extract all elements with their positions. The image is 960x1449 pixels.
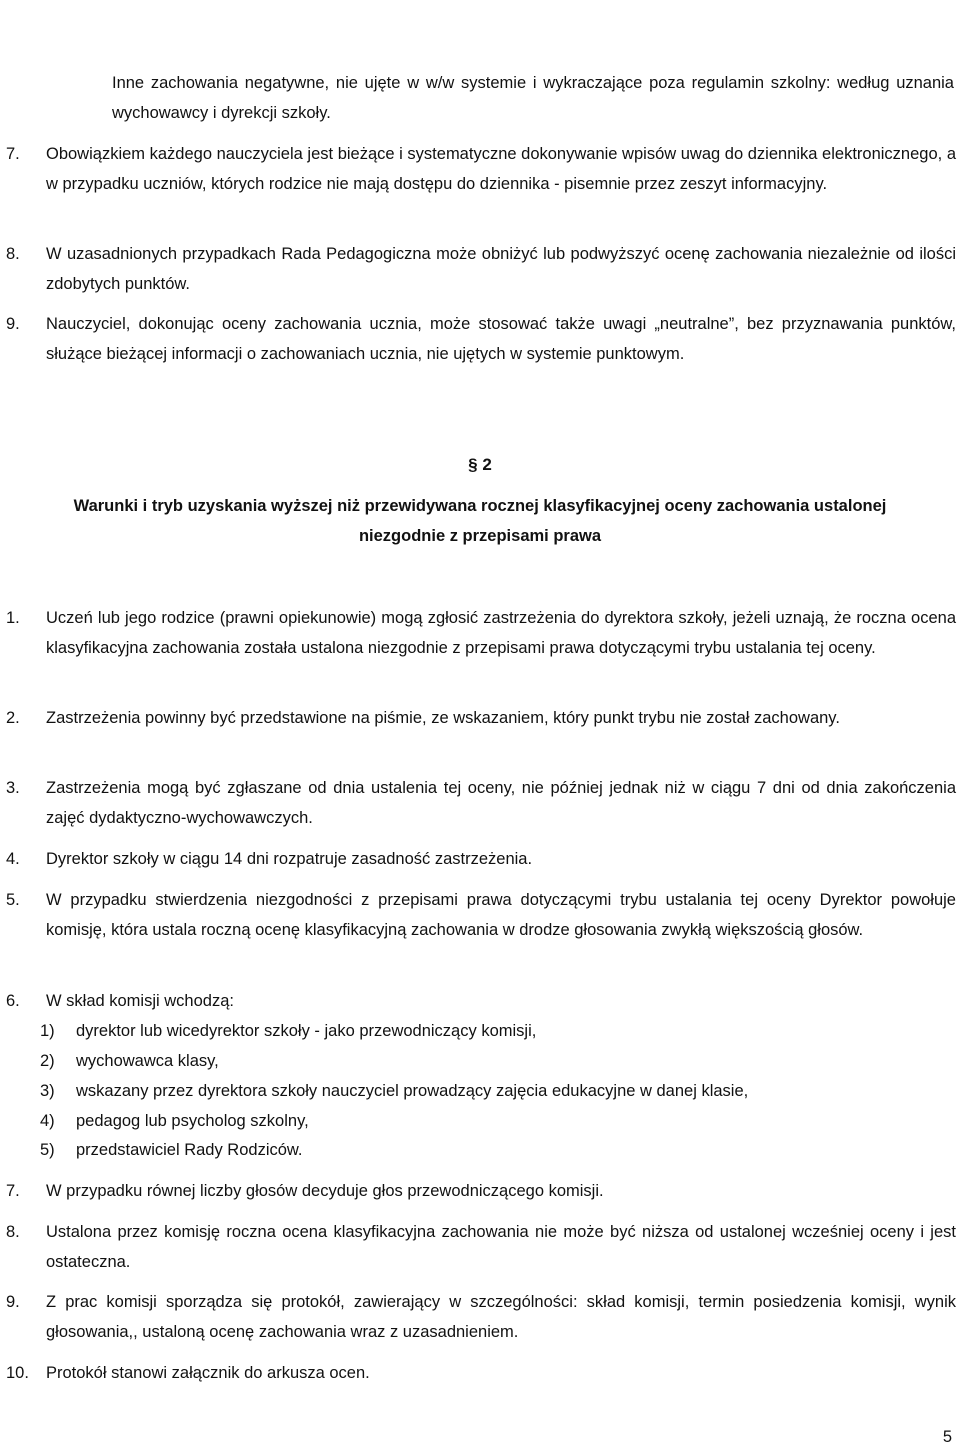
section-title-line1: Warunki i tryb uzyskania wyższej niż przewidywana rocznej klasyfikacyjnej oceny zachowania ustalonej [73, 497, 887, 515]
list-item [46, 68, 954, 128]
list-marker: 9. [6, 315, 20, 333]
list-text: Nauczyciel, dokonując oceny zachowania ucznia, może stosować także uwagi „neutralne”, bez przyznawania punktów, służące bieżącej informacji o zachowaniach ucznia, nie ujętych w systemie punktowym. [46, 315, 956, 363]
sub-list-item [40, 1076, 956, 1106]
page-number: 5 [942, 1428, 952, 1446]
list-text: Z prac komisji sporządza się protokół, zawierający w szczególności: skład komisji, termin posiedzenia komisji, wynik głosowania,, ustaloną ocenę zachowania wraz z uzasadnieniem. [46, 1293, 956, 1341]
list-text: Zastrzeżenia mogą być zgłaszane od dnia ustalenia tej oceny, nie później jednak niż w ciągu 7 dni od dnia zakończenia zajęć dydaktyczno-wychowawczych. [46, 779, 956, 827]
list-text: Protokół stanowi załącznik do arkusza ocen. [46, 1364, 370, 1382]
list-marker: 2. [6, 709, 20, 727]
sub-list-marker: 5) [40, 1141, 55, 1159]
list-item [6, 773, 956, 833]
list-item [6, 239, 956, 299]
list-text: Inne zachowania negatywne, nie ujęte w w/w systemie i wykraczające poza regulamin szkolny: według uznania wychowawcy i dyrekcji szkoły. [112, 74, 954, 122]
list-marker: 6. [6, 992, 20, 1010]
section-symbol: § 2 [468, 455, 492, 474]
sub-list-marker: 2) [40, 1052, 55, 1070]
list-text: Obowiązkiem każdego nauczyciela jest bieżące i systematyczne dokonywanie wpisów uwag do dziennika elektronicznego, a w przypadku uczniów, których rodzice nie mają dostępu do dziennika - pisemnie przez zeszyt informacyjny. [46, 145, 956, 193]
list-item [6, 1176, 956, 1206]
sub-list-text: wychowawca klasy, [76, 1052, 219, 1070]
list-marker: 3. [6, 779, 20, 797]
list-text: W skład komisji wchodzą: [46, 992, 234, 1010]
list-text: W przypadku równej liczby głosów decyduje głos przewodniczącego komisji. [46, 1182, 604, 1200]
sub-list-text: przedstawiciel Rady Rodziców. [76, 1141, 303, 1159]
list-item [6, 1358, 956, 1388]
list-text: Dyrektor szkoły w ciągu 14 dni rozpatruje zasadność zastrzeżenia. [46, 850, 533, 868]
sub-list-text: dyrektor lub wicedyrektor szkoły - jako przewodniczący komisji, [76, 1022, 537, 1040]
list-marker: 7. [6, 145, 20, 163]
list-item [6, 139, 956, 199]
sub-list-item [40, 1016, 956, 1046]
list-marker: 1. [6, 609, 20, 627]
sub-list-marker: 4) [40, 1112, 55, 1130]
list-text: W przypadku stwierdzenia niezgodności z przepisami prawa dotyczącymi trybu ustalania tej oceny Dyrektor powołuje komisję, która ustala roczną ocenę klasyfikacyjną zachowania w drodze głosowania zwykłą większością głosów. [46, 891, 956, 939]
list-item [6, 309, 956, 369]
list-item [6, 986, 956, 1016]
sub-list-item [40, 1046, 956, 1076]
list-marker: 8. [6, 245, 20, 263]
sub-list-item [40, 1135, 956, 1165]
sub-list-text: wskazany przez dyrektora szkoły nauczyciel prowadzący zajęcia edukacyjne w danej klasie, [76, 1082, 749, 1100]
list-item [6, 603, 956, 663]
list-item [6, 703, 956, 733]
list-marker: 7. [6, 1182, 20, 1200]
list-item [6, 1287, 956, 1347]
sub-list-text: pedagog lub psycholog szkolny, [76, 1112, 309, 1130]
list-text: Ustalona przez komisję roczna ocena klasyfikacyjna zachowania nie może być niższa od ustalonej wcześniej oceny i jest ostateczna. [46, 1223, 956, 1271]
list-text: Zastrzeżenia powinny być przedstawione na piśmie, ze wskazaniem, który punkt trybu nie został zachowany. [46, 709, 840, 727]
list-marker: 5. [6, 891, 20, 909]
sub-list-marker: 1) [40, 1022, 55, 1040]
list-marker: 9. [6, 1293, 20, 1311]
list-item [6, 844, 956, 874]
list-text: Uczeń lub jego rodzice (prawni opiekunowie) mogą zgłosić zastrzeżenia do dyrektora szkoły, jeżeli uznają, że roczna ocena klasyfikacyjna zachowania została ustalona niezgodnie z przepisami prawa dotyczącymi trybu ustalania tej oceny. [46, 609, 956, 657]
list-text: W uzasadnionych przypadkach Rada Pedagogiczna może obniżyć lub podwyższyć ocenę zachowania niezależnie od ilości zdobytych punktów. [46, 245, 956, 293]
section-title-line2: niezgodnie z przepisami prawa [358, 527, 602, 545]
list-item [6, 1217, 956, 1277]
sub-list-item [40, 1106, 956, 1136]
list-marker: 10. [6, 1364, 29, 1382]
list-marker: 4. [6, 850, 20, 868]
list-item [6, 885, 956, 945]
sub-list-marker: 3) [40, 1082, 55, 1100]
list-marker: 8. [6, 1223, 20, 1241]
